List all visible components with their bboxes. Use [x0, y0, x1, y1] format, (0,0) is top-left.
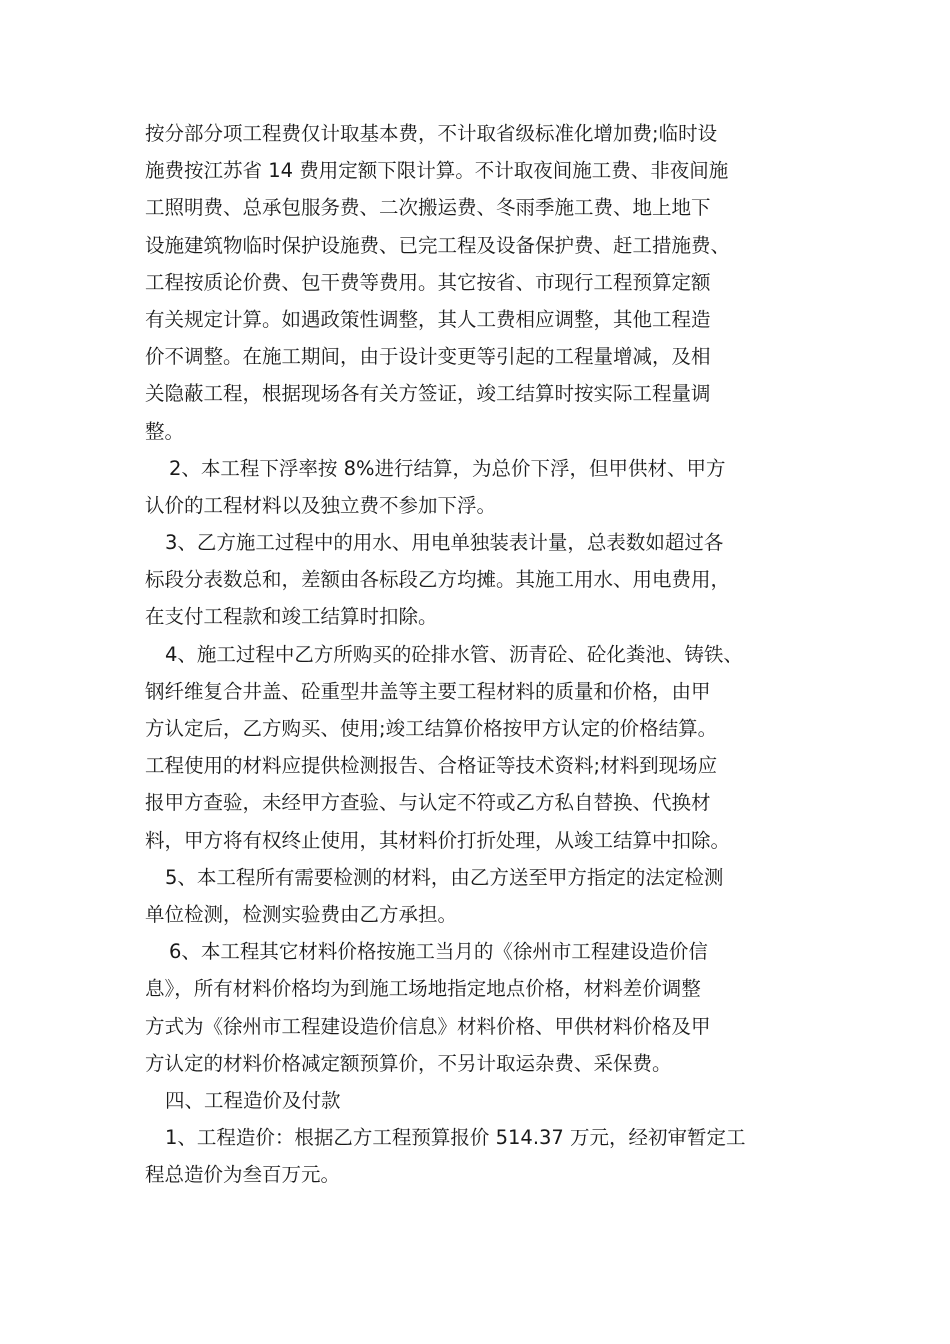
section-heading [145, 1082, 825, 1119]
text-line: 施费按江苏省 14 费用定额下限计算。不计取夜间施工费、非夜间施 [145, 159, 729, 183]
paragraph-item-6 [145, 933, 825, 1082]
text-line: 工照明费、总承包服务费、二次搬运费、冬雨季施工费、地上地下 [145, 196, 711, 220]
text-line: 工程按质论价费、包干费等费用。其它按省、市现行工程预算定额 [145, 270, 711, 294]
text-line: 工程使用的材料应提供检测报告、合格证等技术资料;材料到现场应 [145, 754, 718, 778]
text-line: 设施建筑物临时保护设施费、已完工程及设备保护费、赶工措施费、 [145, 233, 731, 257]
text-line: 3、乙方施工过程中的用水、用电单独装表计量，总表数如超过各 [165, 531, 724, 555]
paragraph-item-5 [145, 859, 825, 933]
text-line: 程总造价为叁百万元。 [145, 1163, 341, 1187]
text-line: 价不调整。在施工期间，由于设计变更等引起的工程量增减，及相 [145, 345, 711, 369]
text-line: 息》，所有材料价格均为到施工场地指定地点价格，材料差价调整 [145, 977, 701, 1001]
text-line: 认价的工程材料以及独立费不参加下浮。 [145, 493, 497, 517]
document-body [145, 115, 825, 1193]
text-line: 1、工程造价：根据乙方工程预算报价 514.37 万元，经初审暂定工 [165, 1126, 746, 1150]
text-line: 方认定的材料价格减定额预算价，不另计取运杂费、采保费。 [145, 1051, 672, 1075]
text-line: 2、本工程下浮率按 8%进行结算，为总价下浮，但甲供材、甲方 [169, 456, 726, 480]
text-line: 钢纤维复合井盖、砼重型井盖等主要工程材料的质量和价格，由甲 [145, 679, 711, 703]
paragraph-cost-item-1 [145, 1119, 825, 1193]
text-line: 关隐蔽工程，根据现场各有关方签证，竣工结算时按实际工程量调 [145, 382, 711, 406]
text-line: 有关规定计算。如遇政策性调整，其人工费相应调整，其他工程造 [145, 307, 711, 331]
text-line: 方认定后，乙方购买、使用;竣工结算价格按甲方认定的价格结算。 [145, 717, 718, 740]
text-line: 方式为《徐州市工程建设造价信息》材料价格、甲供材料价格及甲 [145, 1014, 711, 1038]
paragraph-item-3 [145, 524, 825, 636]
text-line: 单位检测，检测实验费由乙方承担。 [145, 902, 458, 926]
text-line: 按分部分项工程费仅计取基本费，不计取省级标准化增加费;临时设 [145, 122, 718, 145]
text-line: 整。 [145, 419, 185, 443]
paragraph-item-2 [145, 450, 825, 524]
section-title: 四、工程造价及付款 [165, 1088, 341, 1112]
text-line: 6、本工程其它材料价格按施工当月的《徐州市工程建设造价信 [169, 940, 708, 964]
text-line: 标段分表数总和，差额由各标段乙方均摊。其施工用水、用电费用， [145, 568, 731, 592]
paragraph-fee-rules [145, 115, 825, 450]
text-line: 4、施工过程中乙方所购买的砼排水管、沥青砼、砼化粪池、铸铁、 [165, 642, 743, 666]
text-line: 料，甲方将有权终止使用，其材料价打折处理，从竣工结算中扣除。 [145, 828, 731, 852]
text-line: 报甲方查验，未经甲方查验、与认定不符或乙方私自替换、代换材 [145, 791, 711, 815]
text-line: 5、本工程所有需要检测的材料，由乙方送至甲方指定的法定检测 [165, 865, 724, 889]
paragraph-item-4 [145, 636, 825, 859]
text-line: 在支付工程款和竣工结算时扣除。 [145, 605, 438, 629]
